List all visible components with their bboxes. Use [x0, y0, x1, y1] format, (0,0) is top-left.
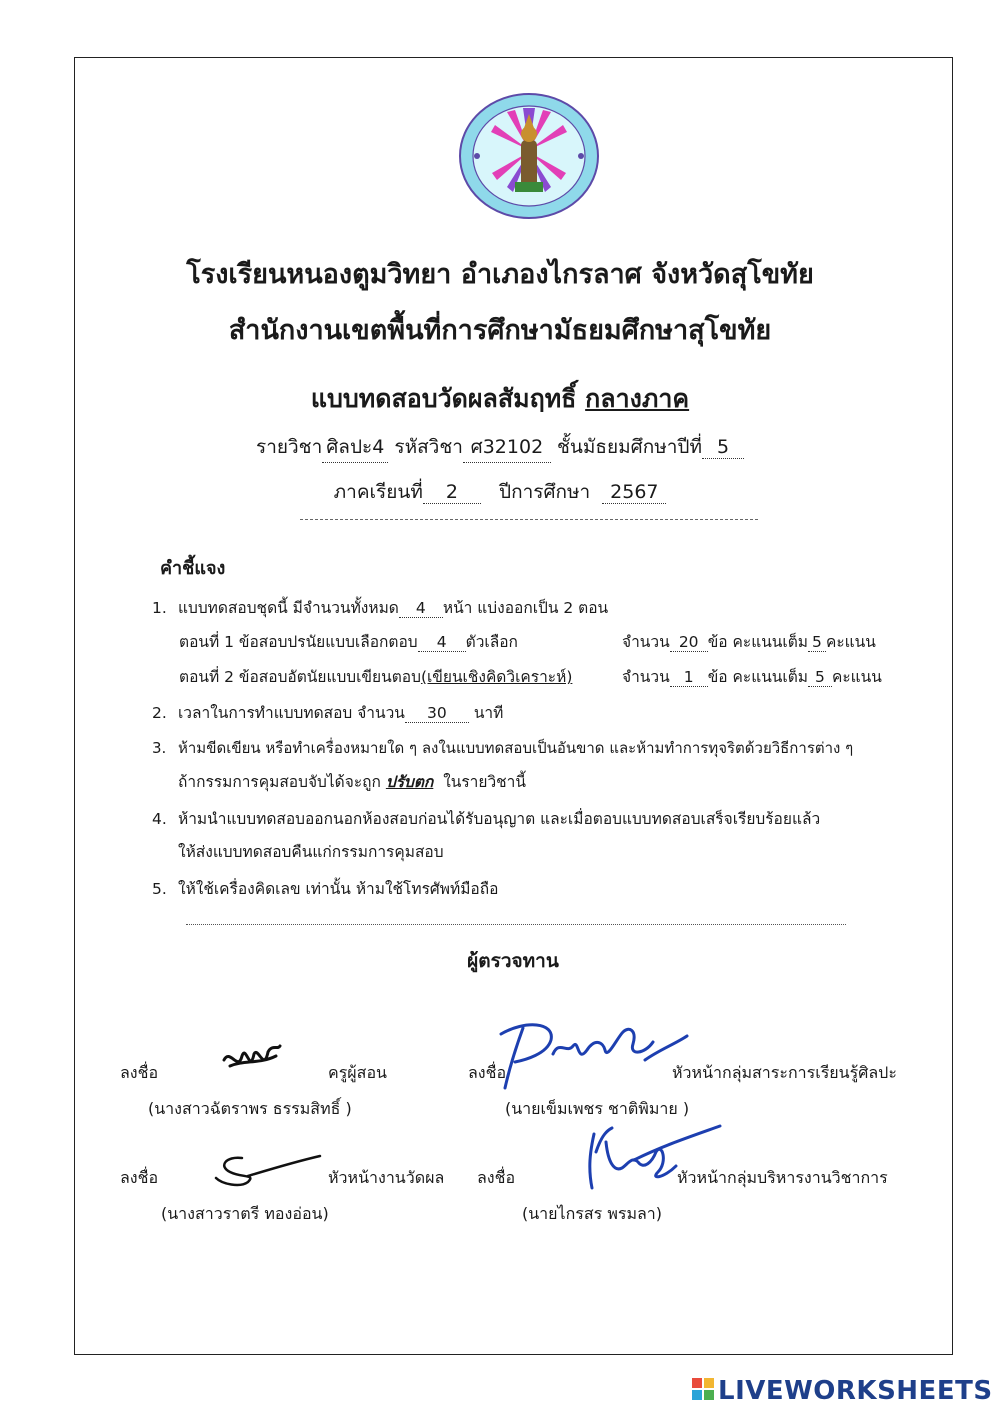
signature-art-head — [495, 1020, 690, 1092]
instruction-1-number: 1. — [152, 599, 167, 617]
sign-label-2: ลงชื่อ — [468, 1063, 507, 1082]
instruction-3-number: 3. — [152, 739, 167, 757]
subject-label: รายวิชา — [256, 436, 323, 458]
instruction-2 — [152, 700, 503, 725]
year-value: 2567 — [602, 481, 666, 504]
part-1-count-line — [622, 629, 876, 654]
time-minutes: 30 — [405, 704, 469, 723]
instruction-3-text-b: ถ้ากรรมการคุมสอบจับได้จะถูก — [178, 773, 381, 791]
page-count: 4 — [399, 599, 443, 618]
instruction-5-text-a: ให้ใช้เครื่องคิดเลข เท่านั้น ห้ามใช้โทรศัพท์มือถือ — [178, 880, 499, 898]
part-1-count-label: จำนวน — [622, 633, 670, 651]
year-label: ปีการศึกษา — [499, 481, 591, 503]
signature-measurement-head — [212, 1148, 324, 1190]
part-1-choices-unit: ตัวเลือก — [465, 633, 518, 651]
liveworksheets-logo-icon — [692, 1378, 716, 1402]
divider-dashed — [300, 519, 758, 520]
divider-dotted — [186, 924, 846, 925]
instruction-5-number: 5. — [152, 880, 167, 898]
name-measurement-head: (นางสาวราตรี ทองอ่อน) — [161, 1204, 329, 1223]
instruction-3-text-c: ในรายวิชานี้ — [443, 773, 526, 791]
semester-value: 2 — [423, 481, 481, 504]
role-measurement-head: หัวหน้างานวัดผล — [328, 1168, 445, 1187]
exam-title — [0, 379, 1000, 419]
code-value: ศ32102 — [463, 432, 551, 463]
part-1-score-label: ข้อ คะแนนเต็ม — [707, 633, 808, 651]
name-teacher: (นางสาวฉัตราพร ธรรมสิทธิ์ ) — [148, 1099, 352, 1118]
penalty-text: ปรับตก — [385, 773, 434, 791]
sign-label-4: ลงชื่อ — [477, 1168, 516, 1187]
instruction-2-text-a: เวลาในการทำแบบทดสอบ จำนวน — [178, 704, 405, 722]
signature-teacher — [220, 1042, 284, 1082]
part-2-count-label: จำนวน — [622, 668, 670, 686]
school-name-line1: โรงเรียนหนองตูมวิทยา อำเภองไกรลาศ จังหวัดสุโขทัย — [186, 259, 814, 290]
role-academic-head: หัวหน้ากลุ่มบริหารงานวิชาการ — [677, 1168, 888, 1187]
part-1-score-unit: คะแนน — [825, 633, 876, 651]
grade-value: 5 — [702, 436, 744, 459]
role-art-head: หัวหน้ากลุ่มสาระการเรียนรู้ศิลปะ — [672, 1063, 897, 1082]
sign-label-3: ลงชื่อ — [120, 1168, 159, 1187]
subject-value: ศิลปะ4 — [322, 432, 388, 463]
name-art-head: (นายเข็มเพชร ชาติพิมาย ) — [505, 1099, 690, 1118]
instruction-1 — [152, 595, 608, 620]
instruction-4-cont: ให้ส่งแบบทดสอบคืนแก่กรรมการคุมสอบ — [178, 843, 444, 861]
instruction-4-number: 4. — [152, 810, 167, 828]
exam-term: กลางภาค — [585, 384, 690, 413]
part-1-choices: 4 — [418, 633, 466, 652]
part-2-type: (เขียนเชิงคิดวิเคราะห์) — [420, 668, 573, 686]
part-2-count-line — [622, 664, 882, 689]
school-name-line2: สำนักงานเขตพื้นที่การศึกษามัธยมศึกษาสุโขทัย — [228, 315, 772, 346]
subject-info-line — [0, 432, 1000, 463]
instruction-1-text-b: หน้า แบ่งออกเป็น 2 ตอน — [442, 599, 609, 617]
part-2-text: ตอนที่ 2 ข้อสอบอัตนัยแบบเขียนตอบ — [179, 668, 421, 686]
part-1-text: ตอนที่ 1 ข้อสอบปรนัยแบบเลือกตอบ — [179, 633, 418, 651]
reviewer-heading: ผู้ตรวจทาน — [467, 950, 559, 972]
instructions-heading: คำชี้แจง — [160, 558, 226, 579]
instruction-4-text-a: ห้ามนำแบบทดสอบออกนอกห้องสอบก่อนได้รับอนุญาต และเมื่อตอบแบบทดสอบเสร็จเรียบร้อยแล้ว — [178, 810, 821, 828]
part-2-score-label: ข้อ คะแนนเต็ม — [707, 668, 808, 686]
part-1-score: 5 — [808, 633, 826, 652]
part-1-count: 20 — [670, 633, 708, 652]
school-emblem-logo — [457, 92, 601, 220]
name-academic-head: (นายไกรสร พรมลา) — [522, 1204, 663, 1223]
code-label: รหัสวิชา — [394, 436, 463, 458]
part-2-score-unit: คะแนน — [831, 668, 882, 686]
part-1-line — [179, 629, 518, 654]
semester-info-line — [0, 477, 1000, 507]
instruction-3-text-a: ห้ามขีดเขียน หรือทำเครื่องหมายใด ๆ ลงในแบบทดสอบเป็นอันขาด และห้ามทำการทุจริตด้วยวิธีการต่าง ๆ — [178, 739, 854, 757]
part-2-count: 1 — [670, 668, 708, 687]
instruction-2-text-b: นาที — [473, 704, 504, 722]
exam-title-prefix: แบบทดสอบวัดผลสัมฤทธิ์ — [310, 384, 586, 413]
instruction-4 — [152, 806, 820, 831]
sign-label-1: ลงชื่อ — [120, 1063, 159, 1082]
instruction-1-text-a: แบบทดสอบชุดนี้ มีจำนวนทั้งหมด — [178, 599, 399, 617]
instruction-5 — [152, 876, 498, 901]
part-2-line — [179, 664, 572, 689]
instruction-2-number: 2. — [152, 704, 167, 722]
liveworksheets-brand: LIVEWORKSHEETS — [718, 1376, 993, 1406]
part-2-score: 5 — [808, 668, 832, 687]
instruction-3-cont — [178, 769, 526, 794]
role-teacher: ครูผู้สอน — [328, 1063, 387, 1082]
semester-label: ภาคเรียนที่ — [333, 481, 423, 503]
instruction-3 — [152, 736, 853, 760]
grade-label: ชั้นมัธยมศึกษาปีที่ — [556, 436, 702, 458]
